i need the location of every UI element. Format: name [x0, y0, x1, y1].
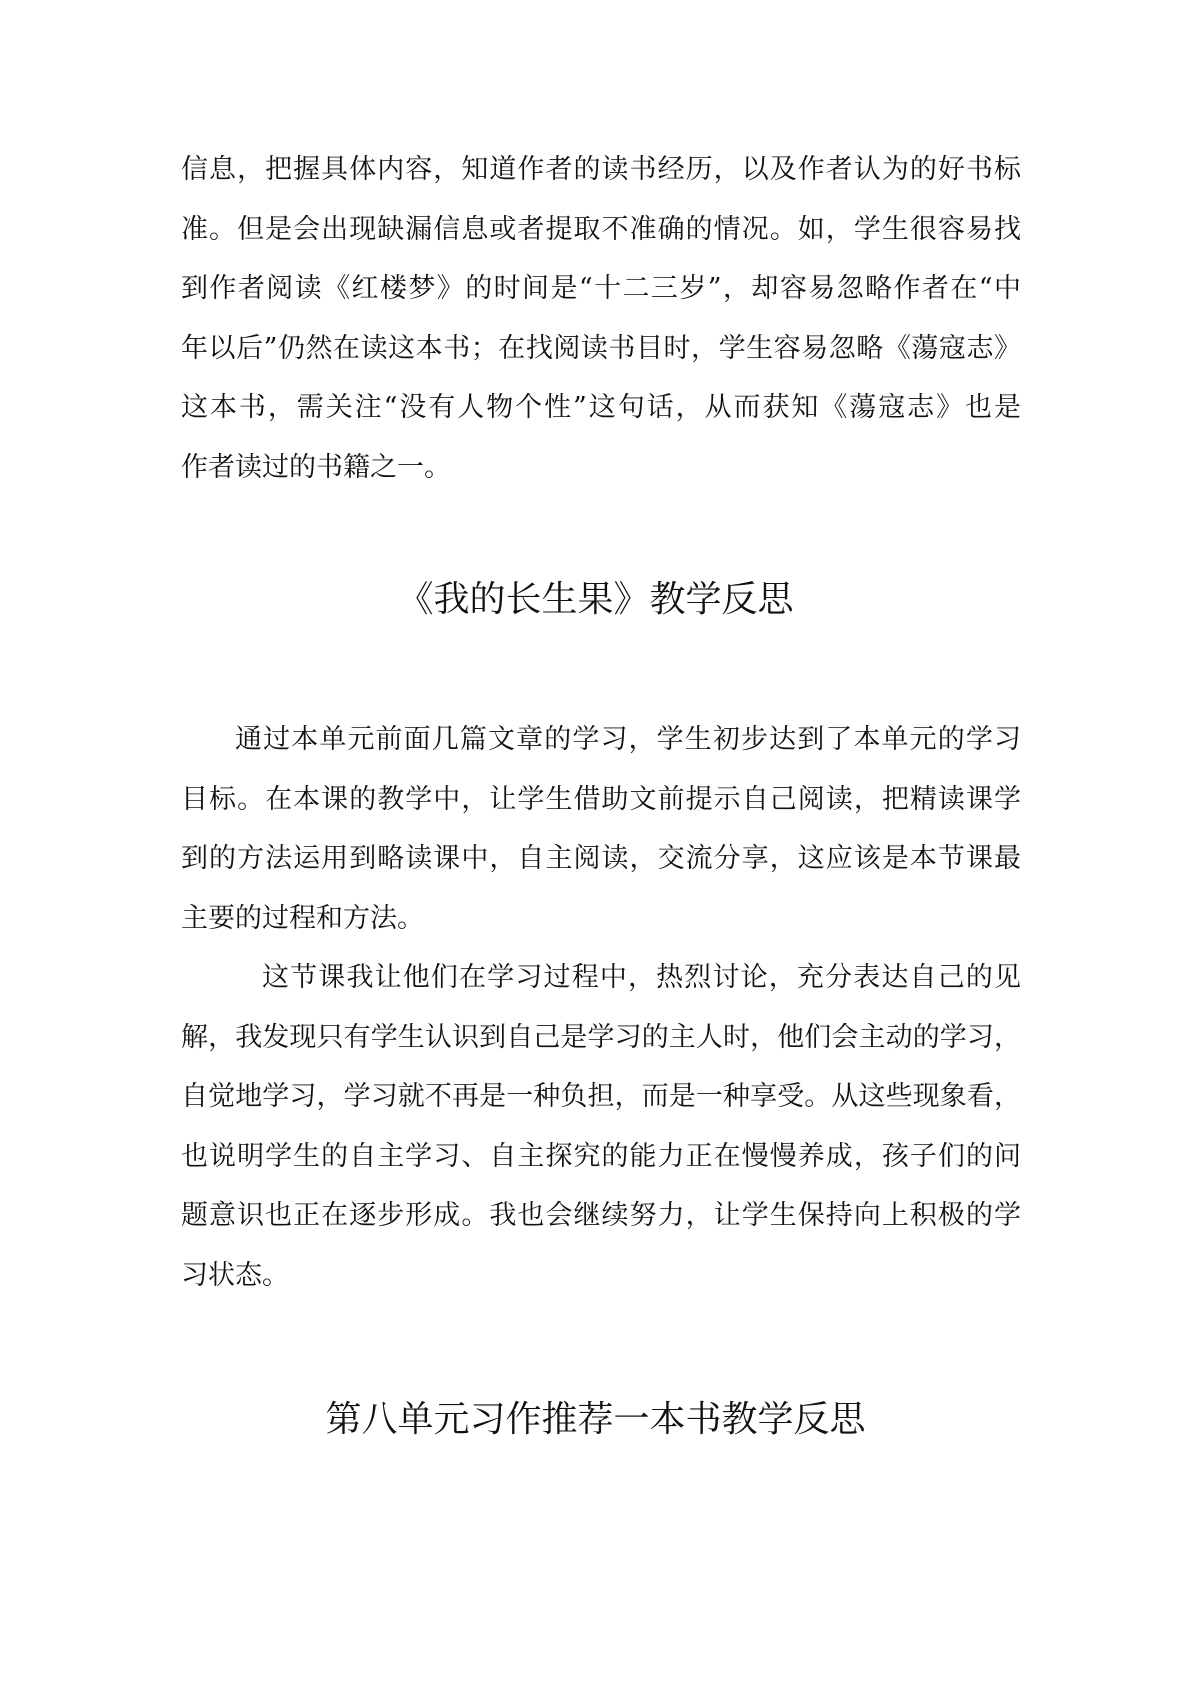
paragraph-line: 主要的过程和方法。 — [181, 903, 424, 934]
paragraph-line: 自觉地学习，学习就不再是一种负担，而是一种享受。从这些现象看， — [181, 1081, 1021, 1112]
paragraph-line: 通过本单元前面几篇文章的学习，学生初步达到了本单元的学习 — [235, 724, 1021, 755]
paragraph-line: 作者读过的书籍之一。 — [181, 452, 451, 483]
paragraph-line: 目标。在本课的教学中，让学生借助文前提示自己阅读，把精读课学 — [181, 784, 1021, 815]
paragraph-line: 解，我发现只有学生认识到自己是学习的主人时，他们会主动的学习， — [181, 1022, 1021, 1053]
paragraph-line: 到作者阅读《红楼梦》的时间是“十二三岁”，却容易忽略作者在“中 — [181, 273, 1021, 304]
paragraph-line: 信息，把握具体内容，知道作者的读书经历，以及作者认为的好书标 — [181, 154, 1021, 185]
paragraph-line: 年以后”仍然在读这本书；在找阅读书目时，学生容易忽略《蕩寇志》 — [181, 333, 1021, 364]
paragraph-line: 准。但是会出现缺漏信息或者提取不准确的情况。如，学生很容易找 — [181, 214, 1021, 245]
section-title: 《我的长生果》教学反思 — [397, 579, 794, 620]
section-title: 第八单元习作推荐一本书教学反思 — [325, 1399, 866, 1440]
paragraph-line: 到的方法运用到略读课中，自主阅读，交流分享，这应该是本节课最 — [181, 843, 1021, 874]
paragraph-line: 也说明学生的自主学习、自主探究的能力正在慢慢养成，孩子们的问 — [181, 1141, 1021, 1172]
paragraph-line: 这本书，需关注“没有人物个性”这句话，从而获知《蕩寇志》也是 — [181, 392, 1021, 423]
paragraph-line: 这节课我让他们在学习过程中，热烈讨论，充分表达自己的见 — [262, 962, 1021, 993]
paragraph-line: 题意识也正在逐步形成。我也会继续努力，让学生保持向上积极的学 — [181, 1200, 1021, 1231]
paragraph-line: 习状态。 — [181, 1260, 289, 1291]
